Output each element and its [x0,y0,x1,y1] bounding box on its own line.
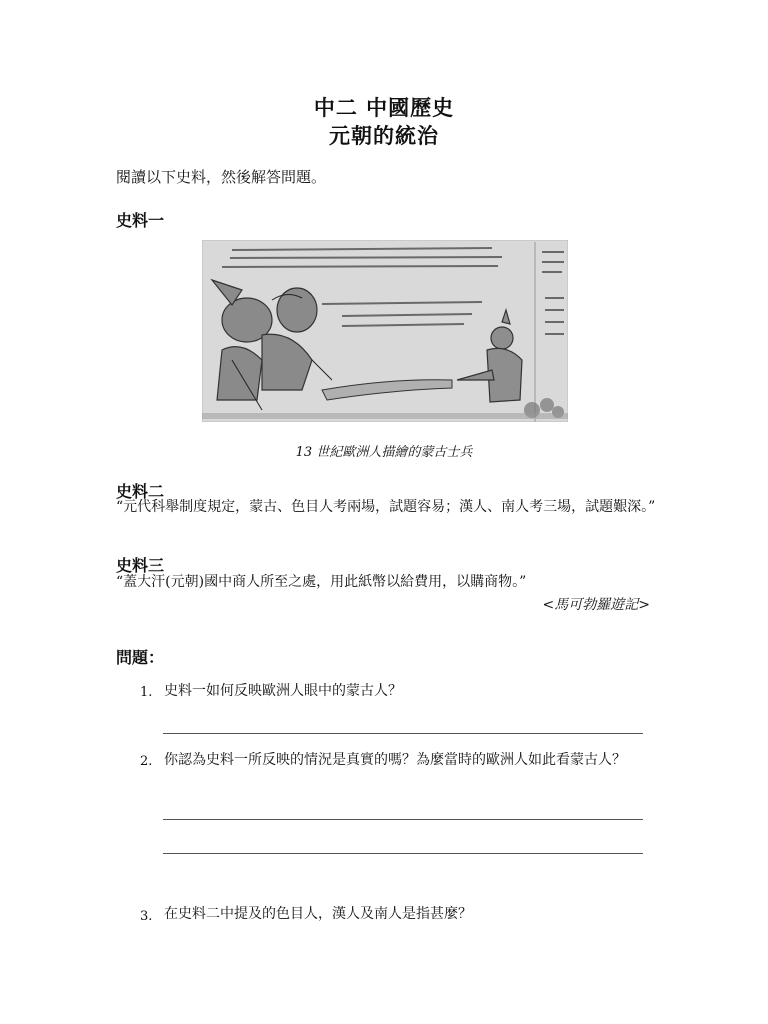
question-text: 史料一如何反映歐洲人眼中的蒙古人？ [164,683,402,699]
source2-heading: 史料二 [116,482,165,501]
question-text: 在史料二中提及的色目人，漢人及南人是指甚麼？ [164,906,472,922]
source2-text: “元代科舉制度規定，蒙古、色目人考兩場，試題容易；漢人、南人考三場，試題艱深。” [116,499,656,515]
answer-line[interactable] [163,853,643,854]
source3-text: “蓋大汗(元朝)國中商人所至之處，用此紙幣以給費用，以購商物。” [116,574,527,590]
questions-heading: 問題： [116,648,165,667]
medieval-drawing-image [202,240,568,422]
source3-reference: <馬可勃羅遊記> [542,597,650,613]
figure-caption: 13 世紀歐洲人描繪的蒙古士兵 [295,445,473,460]
question-number: 3. [140,909,153,924]
page-subtitle: 元朝的統治 [329,123,439,148]
question-number: 2. [140,754,153,769]
question-text: 你認為史料一所反映的情況是真實的嗎？為麼當時的歐洲人如此看蒙古人？ [164,752,626,768]
page-title: 中二 中國歷史 [313,95,455,120]
source1-illustration [202,240,568,422]
answer-line[interactable] [163,819,643,820]
question-number: 1. [140,685,153,700]
source3-heading: 史料三 [116,556,165,575]
source1-heading: 史料一 [116,211,165,230]
instructions: 閱讀以下史料，然後解答問題。 [116,168,327,186]
answer-line[interactable] [163,733,643,734]
